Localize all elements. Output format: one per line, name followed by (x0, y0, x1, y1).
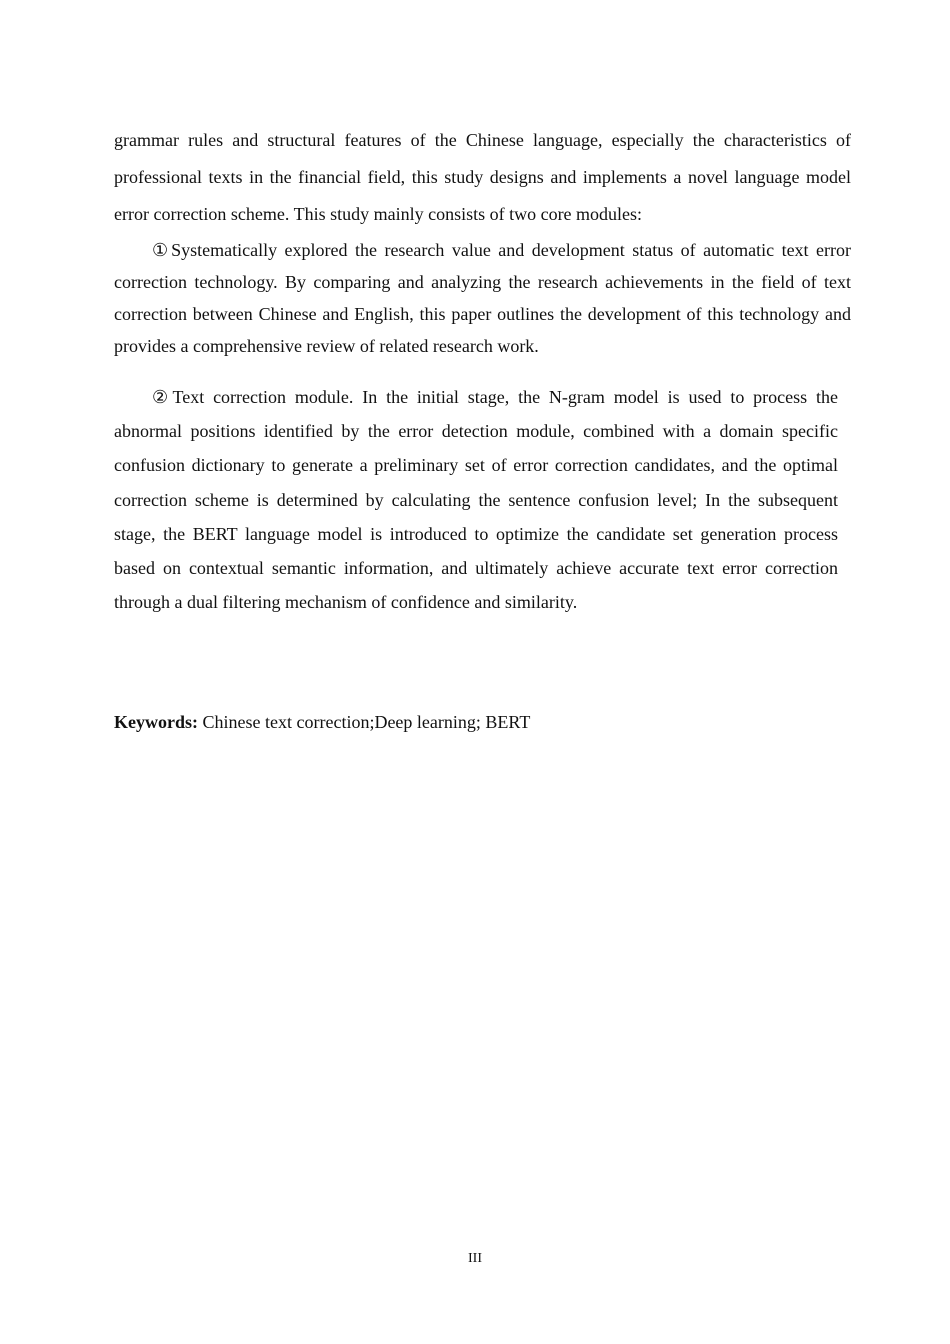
page-number: III (468, 1251, 482, 1266)
keywords-line (114, 708, 530, 736)
keywords-text: Chinese text correction;Deep learning; BERT (198, 712, 531, 732)
keywords-label: Keywords: (114, 712, 198, 732)
body-paragraph-intro: grammar rules and structural features of the Chinese language, especially the characteristics of professional texts in the financial field, this study designs and implements a novel language model error correction scheme. This study mainly consists of two core modules: (114, 130, 851, 224)
body-paragraph-module-2: ②Text correction module. In the initial stage, the N-gram model is used to process the abnormal positions identified by the error detection module, combined with a domain specific confusion dictionary to generate a preliminary set of error correction candidates, and the optimal correction scheme is determined by calculating the sentence confusion level; In the subsequent stage, the BERT language model is introduced to optimize the candidate set generation process based on contextual semantic information, and ultimately achieve accurate text error correction through a dual filtering mechanism of confidence and similarity. (114, 387, 838, 613)
body-paragraph-module-1: ①Systematically explored the research value and development status of automatic text error correction technology. By comparing and analyzing the research achievements in the field of text correction between Chinese and English, this paper outlines the development of this technology and provides a comprehensive review of related research work. (114, 240, 851, 356)
